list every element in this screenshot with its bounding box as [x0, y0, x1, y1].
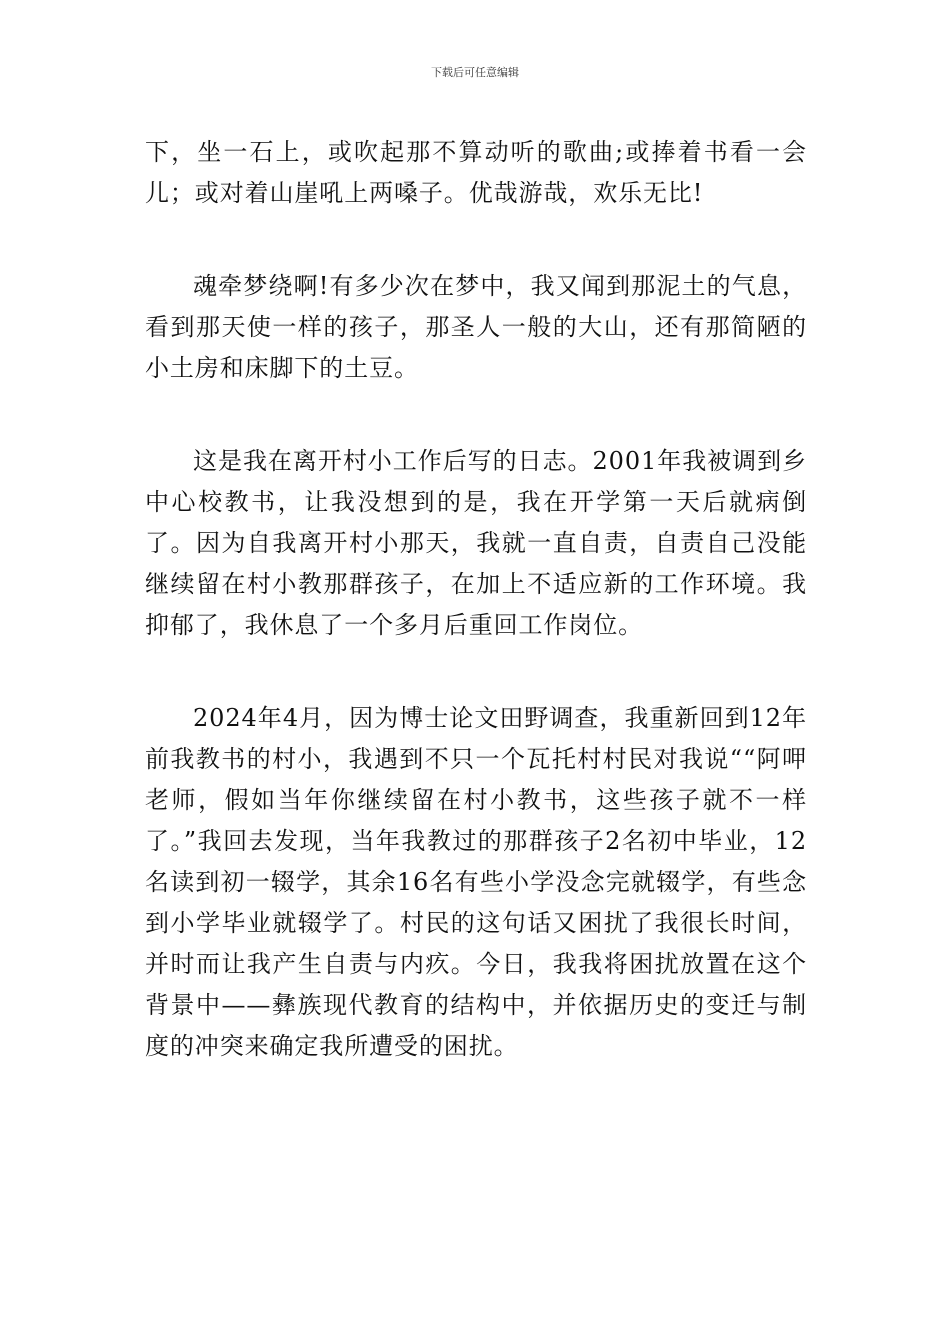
page-header: 下载后可任意编辑 [431, 66, 519, 79]
document-body [145, 132, 807, 1119]
paragraph-2: 魂牵梦绕啊!有多少次在梦中，我又闻到那泥土的气息，看到那天使一样的孩子，那圣人一般的大山，还有那简陋的小土房和床脚下的土豆。 [145, 272, 807, 382]
paragraph-1: 下，坐一石上，或吹起那不算动听的歌曲;或捧着书看一会儿；或对着山崖吼上两嗓子。优哉游哉，欢乐无比! [145, 138, 807, 207]
paragraph-3: 这是我在离开村小工作后写的日志。2001年我被调到乡中心校教书，让我没想到的是，我在开学第一天后就病倒了。因为自我离开村小那天，我就一直自责，自责自己没能继续留在村小教那群孩子，在加上不适应新的工作环境。我抑郁了，我休息了一个多月后重回工作岗位。 [145, 447, 807, 639]
paragraph-4: 2024年4月，因为博士论文田野调查，我重新回到12年前我教书的村小，我遇到不只一个瓦托村村民对我说““阿呷老师，假如当年你继续留在村小教书，这些孩子就不一样了。”我回去发现，当年我教过的那群孩子2名初中毕业，12名读到初一辍学，其余16名有些小学没念完就辍学，有些念到小学毕业就辍学了。村民的这句话又困扰了我很长时间，并时而让我产生自责与内疚。今日，我我将困扰放置在这个背景中——彝族现代教育的结构中，并依据历史的变迁与制度的冲突来确定我所遭受的困扰。 [145, 704, 807, 1060]
